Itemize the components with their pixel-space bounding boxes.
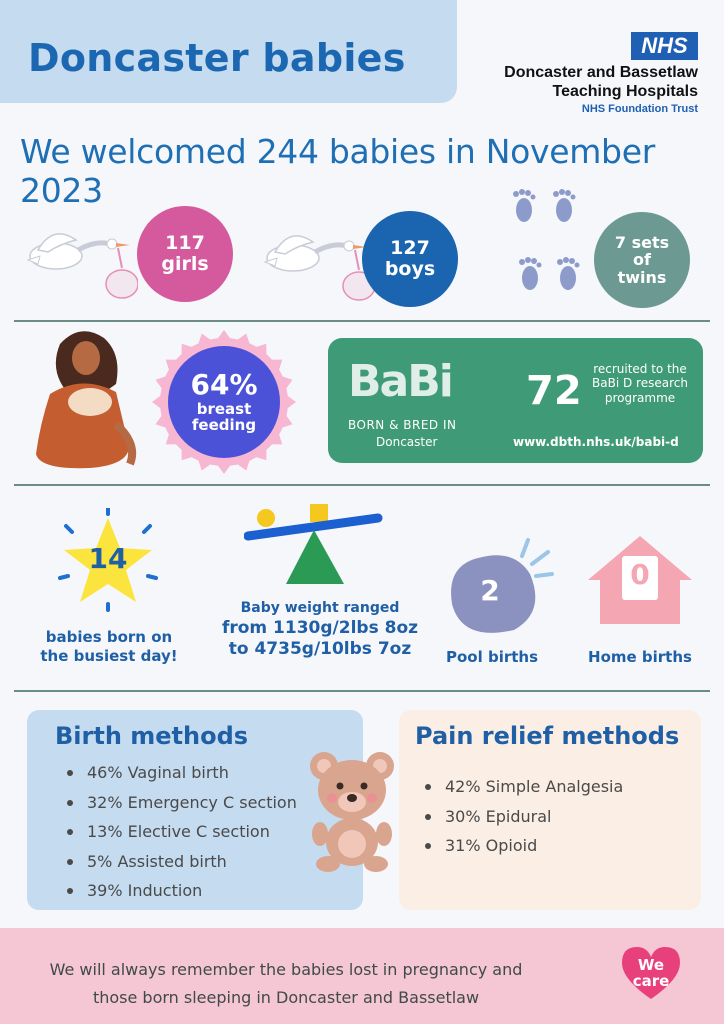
stork-boy-icon [255,222,375,304]
divider-2 [14,484,710,486]
remembrance-line1: We will always remember the babies lost in pregnancy and [49,960,523,979]
birth-methods-title: Birth methods [55,722,249,750]
list-item: 32% Emergency C section [61,788,297,818]
twins-line2: of [633,250,651,270]
stork-girl-icon [18,220,138,302]
twins-line1: 7 sets [614,232,670,252]
babi-research-panel [328,338,703,463]
we-care-line2: care [632,972,670,990]
we-care-badge [620,957,682,989]
remembrance-message [46,956,526,1012]
breastfeeding-line1: breast [196,399,252,418]
birth-methods-list [61,758,297,906]
breastfeeding-percent: 64% [190,368,258,402]
nhs-logo: NHS [631,32,698,60]
sunburst-ray [215,330,234,343]
busiest-line2: the busiest day! [40,646,178,665]
boys-number: 127 [390,237,430,260]
pool-births-number: 2 [480,574,500,607]
girls-count-badge [137,206,233,302]
weight-line3: to 4735g/10lbs 7oz [228,638,412,659]
list-item: 39% Induction [61,876,297,906]
home-births-number: 0 [630,558,650,591]
babi-description: recruited to the BaBi D research programme [592,362,688,405]
girls-number: 117 [165,232,205,255]
babi-logo: BaBi [348,356,452,407]
boys-count-badge [362,211,458,307]
pool-births-label: Pool births [445,648,539,666]
breastfeeding-mother-icon [30,324,146,472]
busiest-line1: babies born on [45,628,173,646]
teddy-bear-icon [304,746,400,874]
babi-place: Doncaster [376,435,438,449]
weight-line2: from 1130g/2lbs 8oz [221,617,419,638]
girls-label: girls [161,253,209,275]
babi-born-text: BORN & BRED IN [348,418,457,432]
sunburst-ray [283,393,296,412]
org-name-line2: Teaching Hospitals [552,83,698,100]
list-item: 5% Assisted birth [61,847,297,877]
boys-label: boys [384,258,436,280]
pain-relief-panel [399,710,701,910]
twins-line3: twins [617,267,667,287]
list-item: 42% Simple Analgesia [419,772,623,802]
we-care-line1: We [637,956,665,974]
busiest-day-label [34,628,184,666]
divider-3 [14,690,710,692]
org-name-line3: NHS Foundation Trust [581,103,698,115]
twins-count-badge [594,212,690,308]
sunburst-ray [152,393,165,412]
footprints-icon [506,188,588,300]
divider-1 [14,320,710,322]
list-item: 31% Opioid [419,831,623,861]
seesaw-weight-icon [244,502,384,590]
babi-link[interactable]: www.dbth.nhs.uk/babi-d [513,435,679,449]
busiest-day-number: 14 [88,542,128,575]
list-item: 30% Epidural [419,802,623,832]
list-item: 13% Elective C section [61,817,297,847]
remembrance-line2: those born sleeping in Doncaster and Bassetlaw [92,988,480,1007]
page-title: Doncaster babies [28,36,406,80]
sunburst-ray [215,461,234,474]
breastfeeding-badge [172,352,276,452]
babi-count: 72 [526,368,582,414]
pain-relief-title: Pain relief methods [415,722,680,750]
pain-relief-list [419,772,623,861]
breastfeeding-line2: feeding [191,416,257,435]
org-name-line1: Doncaster and Bassetlaw [504,64,698,81]
headline: We welcomed 244 babies in November 2023 [20,132,655,210]
home-births-label: Home births [588,648,692,666]
weight-range-label [210,600,430,660]
weight-line1: Baby weight ranged [240,600,400,616]
list-item: 46% Vaginal birth [61,758,297,788]
